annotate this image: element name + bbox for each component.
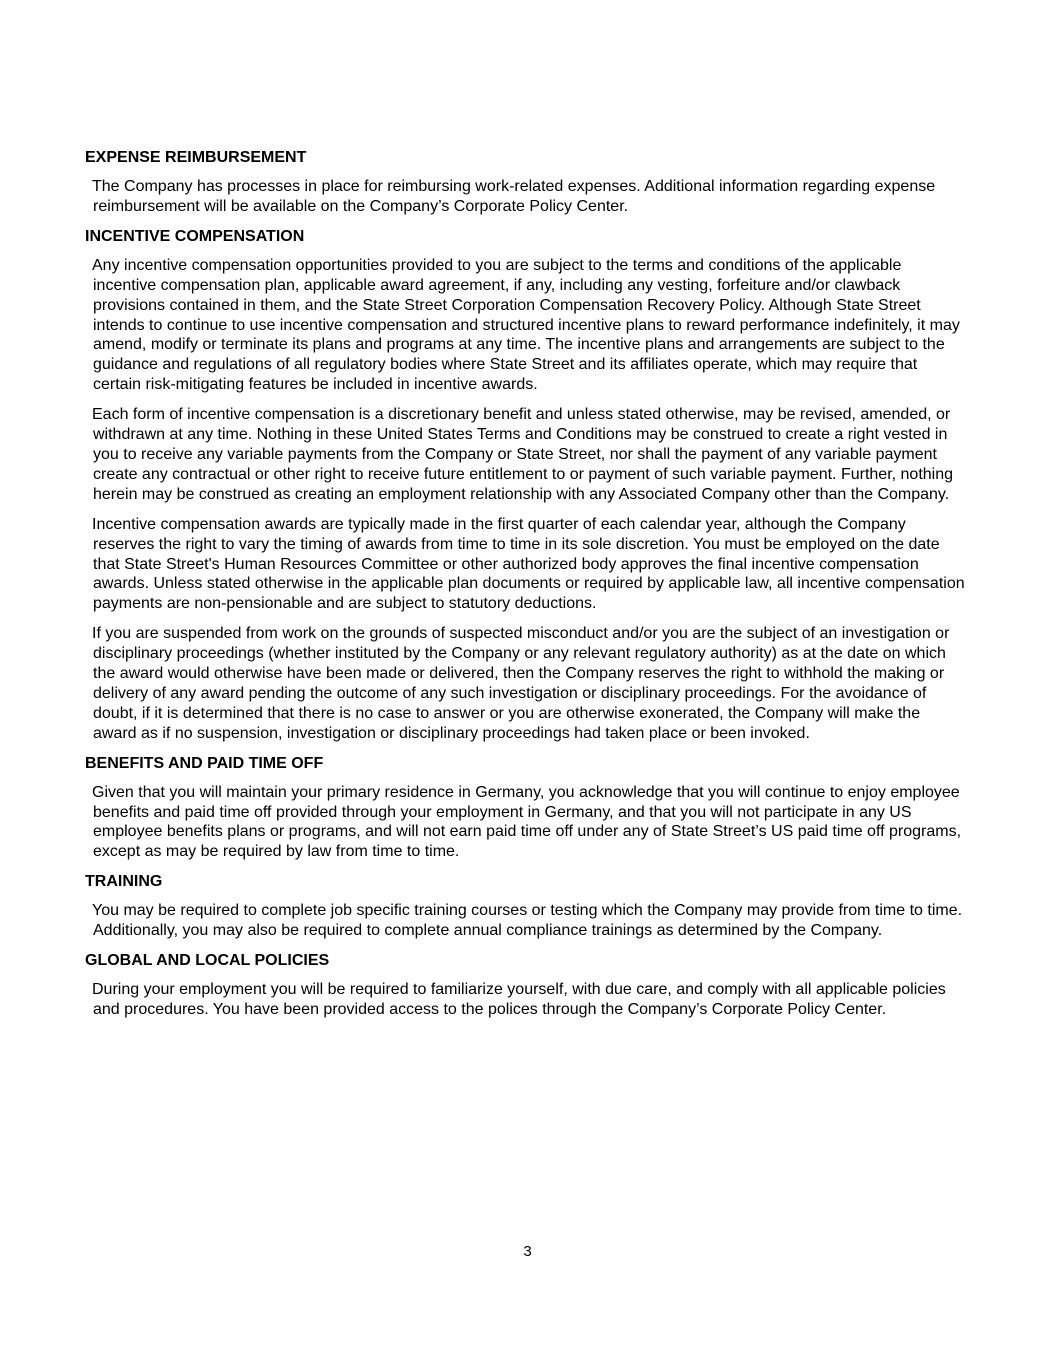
- section-heading: TRAINING: [85, 873, 163, 891]
- section-global-and-local-policies: [85, 951, 965, 1020]
- paragraph: Incentive compensation awards are typically made in the first quarter of each calendar year, although the Company reserves the right to vary the timing of awards from time to time in its sole discretion. You must be employed on the date that State Street's Human Resources Committee or other authorized body approves the final incentive compensation awards. Unless stated otherwise in the applicable plan documents or required by applicable law, all incentive compensation payments are non-pensionable and are subject to statutory deductions.: [92, 515, 965, 613]
- paragraph: Each form of incentive compensation is a discretionary benefit and unless stated otherwise, may be revised, amended, or withdrawn at any time. Nothing in these United States Terms and Conditions may be construed to create a right vested in you to receive any variable payments from the Company or State Street, nor shall the payment of any variable payment create any contractual or other right to receive future entitlement to or payment of such variable payment. Further, nothing herein may be construed as creating an employment relationship with any Associated Company other than the Company.: [92, 406, 954, 503]
- paragraph: The Company has processes in place for reimbursing work-related expenses. Additional information regarding expense reimbursement will be available on the Company’s Corporate Policy Center.: [92, 178, 936, 215]
- paragraph: During your employment you will be required to familiarize yourself, with due care, and comply with all applicable policies and procedures. You have been provided access to the polices through the Company’s Corporate Policy Center.: [92, 981, 946, 1018]
- section-heading: GLOBAL AND LOCAL POLICIES: [85, 952, 330, 970]
- paragraph: Any incentive compensation opportunities provided to you are subject to the terms and conditions of the applicable incentive compensation plan, applicable award agreement, if any, including any vesting, forfeiture and/or clawback provisions contained in them, and the State Street Corporation Compensation Recovery Policy. Although State Street intends to continue to use incentive compensation and structured incentive plans to reward performance indefinitely, it may amend, modify or terminate its plans and programs at any time. The incentive plans and arrangements are subject to the guidance and regulations of all regulatory bodies where State Street and its affiliates operate, which may require that certain risk-mitigating features be included in incentive awards.: [92, 256, 960, 394]
- section-heading: INCENTIVE COMPENSATION: [85, 227, 305, 245]
- paragraph: Given that you will maintain your primary residence in Germany, you acknowledge that you will continue to enjoy employee benefits and paid time off provided through your employment in Germany, and that you will not participate in any US employee benefits plans or programs, and will not earn paid time off under any of State Street’s US paid time off programs, except as may be required by law from time to time.: [92, 783, 962, 861]
- page-number: 3: [523, 1243, 532, 1260]
- section-expense-reimbursement: [85, 148, 965, 217]
- section-incentive-compensation: [85, 227, 965, 744]
- paragraph: You may be required to complete job specific training courses or testing which the Company may provide from time to time. Additionally, you may also be required to complete annual compliance trainings as determined by the Company.: [92, 902, 963, 940]
- paragraph: If you are suspended from work on the grounds of suspected misconduct and/or you are the subject of an investigation or disciplinary proceedings (whether instituted by the Company or any relevant regulatory authority) as at the date on which the award would otherwise have been made or delivered, then the Company reserves the right to withhold the making or delivery of any award pending the outcome of any such investigation or disciplinary proceedings. For the avoidance of doubt, if it is determined that there is no case to answer or you are otherwise exonerated, the Company will make the award as if no suspension, investigation or disciplinary proceedings had taken place or been invoked.: [92, 625, 950, 742]
- document-body: [85, 148, 965, 1030]
- section-heading: EXPENSE REIMBURSEMENT: [85, 149, 307, 166]
- section-training: [85, 872, 965, 941]
- section-heading: BENEFITS AND PAID TIME OFF: [85, 754, 324, 772]
- section-benefits-and-paid-time-off: [85, 754, 965, 863]
